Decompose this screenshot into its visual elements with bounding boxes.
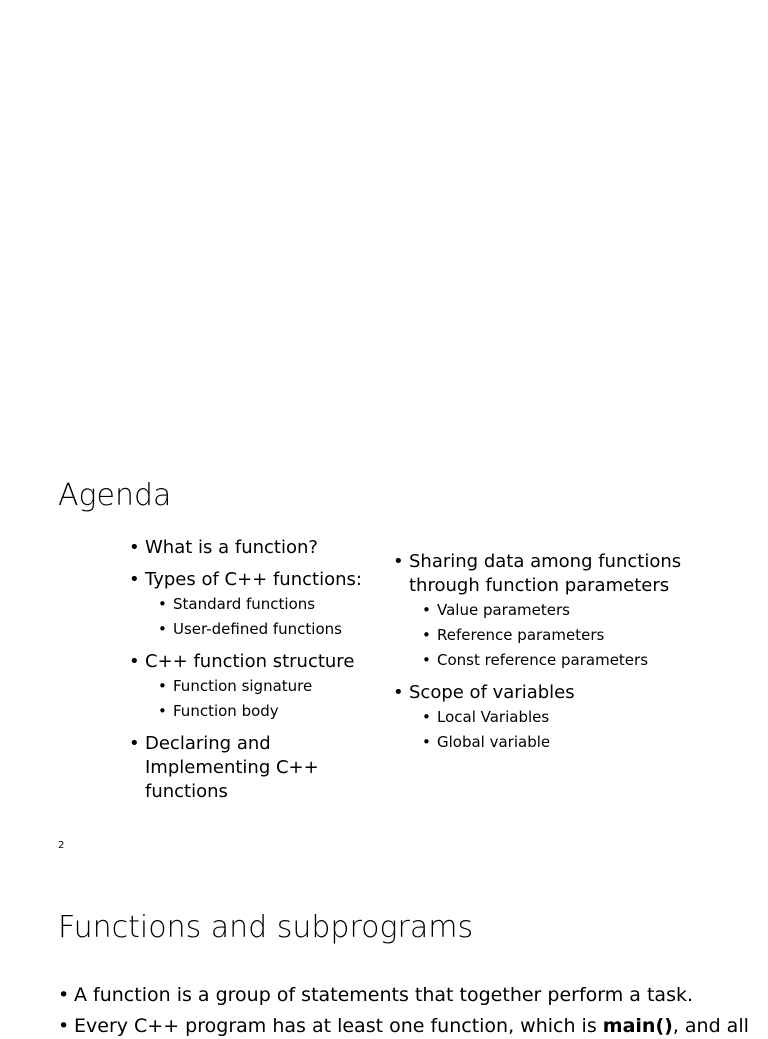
- sub-list-item: • Function signature: [158, 674, 379, 699]
- list-item: • Every C++ program has at least one function, which is main(), and all: [58, 1013, 768, 1039]
- list-item-line: functions: [145, 781, 228, 802]
- list-item-line: • Sharing data among functions: [409, 551, 682, 572]
- sub-list-item: • User-defined functions: [158, 617, 379, 642]
- list-item-line: • Declaring and: [145, 733, 271, 754]
- list-item: • Types of C++ functions:: [129, 568, 379, 592]
- sub-list-item: • Function body: [158, 699, 379, 724]
- list-item: [129, 732, 379, 804]
- functions-heading: Functions and subprograms: [58, 910, 474, 945]
- slide-functions: [0, 860, 768, 1037]
- sub-list-item: • Standard functions: [158, 592, 379, 617]
- sub-list-item: • Const reference parameters: [422, 648, 723, 673]
- sub-list-item: • Value parameters: [422, 598, 723, 623]
- list-item: • Scope of variables: [393, 681, 723, 705]
- sub-list-item: • Reference parameters: [422, 623, 723, 648]
- agenda-heading: Agenda: [58, 478, 172, 513]
- list-item-line: Implementing C++: [145, 757, 319, 778]
- list-item: [393, 550, 723, 598]
- page-number: 2: [58, 840, 65, 851]
- agenda-left-list: [129, 536, 379, 804]
- agenda-right-list: [393, 550, 723, 755]
- sub-list-item: • Local Variables: [422, 705, 723, 730]
- list-item: • A function is a group of statements that together perform a task.: [58, 982, 764, 1008]
- sub-list-item: • Global variable: [422, 730, 723, 755]
- list-item: • C++ function structure: [129, 650, 379, 674]
- list-item: • What is a function?: [129, 536, 379, 560]
- list-item-line: through function parameters: [409, 575, 670, 596]
